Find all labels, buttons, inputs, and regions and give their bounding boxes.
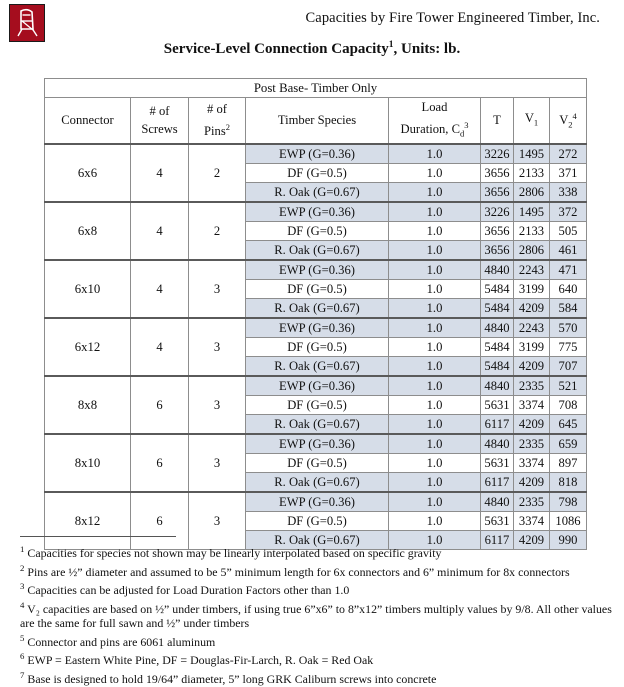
- table-row: [45, 202, 587, 222]
- cell-connector: 6x12: [45, 318, 131, 376]
- cell-connector: 8x8: [45, 376, 131, 434]
- footnote-item: [20, 598, 612, 631]
- page-title-units: , Units: lb.: [393, 41, 461, 57]
- cell-t-value: 4840: [481, 492, 514, 512]
- cell-timber-species: EWP (G=0.36): [246, 492, 389, 512]
- header-pins-line1: # of: [207, 102, 227, 117]
- footnote-text: Capacities for species not shown may be linearly interpolated based on specific gravity: [27, 545, 442, 560]
- cell-load-duration: 1.0: [389, 298, 481, 318]
- cell-v1-value: 4209: [514, 472, 550, 492]
- cell-v2-value: 584: [550, 298, 587, 318]
- cell-v1-value: 4209: [514, 356, 550, 376]
- cell-t-value: 5631: [481, 453, 514, 472]
- header-pins: [189, 98, 246, 144]
- header-v1-letter: V: [524, 111, 534, 126]
- cell-load-duration: 1.0: [389, 511, 481, 530]
- footnote-text: Capacities can be adjusted for Load Duration Factors other than 1.0: [27, 583, 350, 598]
- cell-load-duration: 1.0: [389, 182, 481, 202]
- cell-timber-species: DF (G=0.5): [246, 453, 389, 472]
- cell-screw-count: 4: [131, 144, 189, 202]
- cell-v1-value: 2806: [514, 240, 550, 260]
- cell-v2-value: 570: [550, 318, 587, 338]
- cell-connector: 6x6: [45, 144, 131, 202]
- cell-v1-value: 2335: [514, 492, 550, 512]
- cell-screw-count: 6: [131, 376, 189, 434]
- cell-t-value: 6117: [481, 530, 514, 549]
- cell-v1-value: 2243: [514, 318, 550, 338]
- cell-screw-count: 4: [131, 318, 189, 376]
- cell-v2-value: 521: [550, 376, 587, 396]
- cell-v1-value: 3374: [514, 453, 550, 472]
- cell-timber-species: DF (G=0.5): [246, 511, 389, 530]
- cell-load-duration: 1.0: [389, 240, 481, 260]
- header-load-duration: [389, 98, 481, 144]
- cell-timber-species: DF (G=0.5): [246, 163, 389, 182]
- cell-screw-count: 6: [131, 492, 189, 550]
- header-t: T: [481, 98, 514, 144]
- cell-t-value: 5631: [481, 395, 514, 414]
- footnote-item: [20, 668, 612, 687]
- cell-load-duration: 1.0: [389, 221, 481, 240]
- cell-t-value: 5484: [481, 298, 514, 318]
- cell-load-duration: 1.0: [389, 530, 481, 549]
- cell-t-value: 5484: [481, 279, 514, 298]
- footnote-list: [20, 542, 612, 687]
- cell-pin-count: 3: [189, 318, 246, 376]
- footnote-text: Connector and pins are 6061 aluminum: [27, 634, 216, 649]
- cell-v1-value: 1495: [514, 202, 550, 222]
- cell-v2-value: 461: [550, 240, 587, 260]
- table-band-title-row: [45, 79, 587, 98]
- footnote-text: EWP = Eastern White Pine, DF = Douglas-Fir-Larch, R. Oak = Red Oak: [27, 653, 374, 668]
- header-pins-word: Pins: [204, 124, 226, 139]
- footnote-marker: 7: [20, 669, 25, 680]
- footnote-item: [20, 631, 612, 650]
- cell-timber-species: DF (G=0.5): [246, 279, 389, 298]
- cell-connector: 8x10: [45, 434, 131, 492]
- header-load-line1: Load: [421, 100, 448, 114]
- table-row: [45, 376, 587, 396]
- page-title: [0, 40, 624, 58]
- footnote-marker: 4: [20, 599, 25, 610]
- cell-screw-count: 4: [131, 260, 189, 318]
- cell-pin-count: 2: [189, 202, 246, 260]
- cell-t-value: 3656: [481, 182, 514, 202]
- cell-v2-value: 371: [550, 163, 587, 182]
- cell-t-value: 4840: [481, 260, 514, 280]
- band-title-cell: Post Base- Timber Only: [45, 79, 587, 98]
- cell-v2-value: 272: [550, 144, 587, 164]
- cell-v2-value: 897: [550, 453, 587, 472]
- cell-load-duration: 1.0: [389, 279, 481, 298]
- cell-v2-value: 707: [550, 356, 587, 376]
- cell-t-value: 6117: [481, 414, 514, 434]
- footnote-marker: 5: [20, 632, 25, 643]
- cell-t-value: 3656: [481, 221, 514, 240]
- cell-v2-value: 645: [550, 414, 587, 434]
- cell-load-duration: 1.0: [389, 395, 481, 414]
- cell-v1-value: 2133: [514, 163, 550, 182]
- header-v2-footnote-marker: 4: [572, 111, 577, 121]
- cell-pin-count: 2: [189, 144, 246, 202]
- footnote-item: [20, 561, 612, 580]
- cell-t-value: 4840: [481, 434, 514, 454]
- page-header: [0, 0, 624, 70]
- cell-t-value: 5484: [481, 337, 514, 356]
- cell-timber-species: R. Oak (G=0.67): [246, 356, 389, 376]
- capacity-table: [44, 78, 587, 550]
- cell-t-value: 4840: [481, 376, 514, 396]
- header-connector: Connector: [45, 98, 131, 144]
- cell-v1-value: 2335: [514, 376, 550, 396]
- cell-load-duration: 1.0: [389, 356, 481, 376]
- cell-load-duration: 1.0: [389, 453, 481, 472]
- table-header-row: [45, 98, 587, 144]
- cell-timber-species: R. Oak (G=0.67): [246, 182, 389, 202]
- company-attribution: Capacities by Fire Tower Engineered Timber, Inc.: [305, 10, 600, 26]
- footnote-marker: 3: [20, 581, 25, 592]
- footnote-text: Pins are ½” diameter and assumed to be 5” minimum length for 6x connectors and 6” minimum for 8x connectors: [27, 564, 570, 579]
- cell-v2-value: 338: [550, 182, 587, 202]
- header-pins-footnote-marker: 2: [225, 122, 230, 133]
- cell-load-duration: 1.0: [389, 163, 481, 182]
- header-load-line2: [389, 116, 480, 143]
- cell-load-duration: 1.0: [389, 202, 481, 222]
- cell-v2-value: 708: [550, 395, 587, 414]
- cell-v2-value: 818: [550, 472, 587, 492]
- cell-t-value: 3656: [481, 240, 514, 260]
- table-row: [45, 434, 587, 454]
- header-v2-sub: 2: [568, 119, 573, 130]
- footnote-marker: 1: [20, 544, 25, 554]
- page-title-footnote-marker: 1: [388, 40, 394, 50]
- header-screws-line1: # of: [149, 104, 170, 119]
- cell-v2-value: 640: [550, 279, 587, 298]
- cell-timber-species: EWP (G=0.36): [246, 376, 389, 396]
- cell-timber-species: R. Oak (G=0.67): [246, 530, 389, 549]
- cell-load-duration: 1.0: [389, 337, 481, 356]
- capacity-table-body: [45, 79, 587, 550]
- cell-v2-value: 798: [550, 492, 587, 512]
- table-row: [45, 144, 587, 164]
- footnote-item: [20, 579, 612, 598]
- cell-load-duration: 1.0: [389, 414, 481, 434]
- cell-v1-value: 4209: [514, 414, 550, 434]
- cell-load-duration: 1.0: [389, 260, 481, 280]
- cell-v1-value: 4209: [514, 530, 550, 549]
- cell-v1-value: 2335: [514, 434, 550, 454]
- table-row: [45, 318, 587, 338]
- cell-timber-species: R. Oak (G=0.67): [246, 414, 389, 434]
- cell-timber-species: EWP (G=0.36): [246, 318, 389, 338]
- table-row: [45, 492, 587, 512]
- footnote-item: [20, 542, 612, 561]
- header-load-word: Duration, C: [400, 122, 460, 137]
- cell-v2-value: 1086: [550, 511, 587, 530]
- cell-v1-value: 3374: [514, 511, 550, 530]
- cell-load-duration: 1.0: [389, 472, 481, 492]
- cell-t-value: 3226: [481, 202, 514, 222]
- cell-load-duration: 1.0: [389, 376, 481, 396]
- cell-screw-count: 4: [131, 202, 189, 260]
- cell-pin-count: 3: [189, 434, 246, 492]
- header-pins-line2: [189, 118, 245, 140]
- footnote-text: V₂ capacities are based on ½” under timbers, if using true 6”x6” to 8”x12” timbers multiply values by 9/8. All other values are the same for full sawn and ½” under timbers: [20, 601, 612, 631]
- cell-v2-value: 372: [550, 202, 587, 222]
- cell-load-duration: 1.0: [389, 144, 481, 164]
- cell-t-value: 5631: [481, 511, 514, 530]
- cell-v2-value: 505: [550, 221, 587, 240]
- cell-t-value: 5484: [481, 356, 514, 376]
- cell-v2-value: 990: [550, 530, 587, 549]
- header-v1-sub: 1: [533, 117, 539, 128]
- cell-load-duration: 1.0: [389, 492, 481, 512]
- header-v2: [550, 98, 587, 144]
- cell-v2-value: 775: [550, 337, 587, 356]
- cell-timber-species: R. Oak (G=0.67): [246, 472, 389, 492]
- cell-connector: 6x10: [45, 260, 131, 318]
- footnotes-section: [20, 536, 612, 687]
- cell-pin-count: 3: [189, 376, 246, 434]
- cell-timber-species: EWP (G=0.36): [246, 144, 389, 164]
- cell-screw-count: 6: [131, 434, 189, 492]
- cell-timber-species: R. Oak (G=0.67): [246, 298, 389, 318]
- cell-v2-value: 659: [550, 434, 587, 454]
- cell-timber-species: R. Oak (G=0.67): [246, 240, 389, 260]
- cell-v2-value: 471: [550, 260, 587, 280]
- header-v2-letter: V: [559, 113, 569, 128]
- header-screws: [131, 98, 189, 144]
- cell-timber-species: DF (G=0.5): [246, 221, 389, 240]
- cell-timber-species: EWP (G=0.36): [246, 202, 389, 222]
- footnote-text: Base is designed to hold 19/64” diameter, 5” long GRK Caliburn screws into concrete: [27, 671, 437, 686]
- cell-timber-species: DF (G=0.5): [246, 395, 389, 414]
- capacity-table-container: [44, 78, 581, 550]
- cell-t-value: 3226: [481, 144, 514, 164]
- table-row: [45, 260, 587, 280]
- cell-timber-species: EWP (G=0.36): [246, 260, 389, 280]
- cell-pin-count: 3: [189, 492, 246, 550]
- cell-t-value: 6117: [481, 472, 514, 492]
- footnote-item: [20, 649, 612, 668]
- cell-load-duration: 1.0: [389, 434, 481, 454]
- cell-connector: 8x12: [45, 492, 131, 550]
- page-title-main: Service-Level Connection Capacity: [163, 41, 389, 57]
- cell-v1-value: 4209: [514, 298, 550, 318]
- cell-timber-species: EWP (G=0.36): [246, 434, 389, 454]
- footnote-separator-rule: [20, 536, 176, 537]
- cell-v1-value: 3374: [514, 395, 550, 414]
- cell-v1-value: 3199: [514, 279, 550, 298]
- header-load-footnote-marker: 3: [464, 120, 469, 130]
- cell-v1-value: 1495: [514, 144, 550, 164]
- cell-t-value: 4840: [481, 318, 514, 338]
- cell-timber-species: DF (G=0.5): [246, 337, 389, 356]
- header-v1: [514, 98, 550, 144]
- footnote-marker: 6: [20, 651, 25, 662]
- cell-t-value: 3656: [481, 163, 514, 182]
- cell-pin-count: 3: [189, 260, 246, 318]
- cell-connector: 6x8: [45, 202, 131, 260]
- header-load-sub: d: [459, 128, 465, 139]
- cell-v1-value: 3199: [514, 337, 550, 356]
- header-screws-line2: Screws: [141, 122, 178, 137]
- footnote-marker: 2: [20, 562, 25, 573]
- cell-v1-value: 2133: [514, 221, 550, 240]
- cell-load-duration: 1.0: [389, 318, 481, 338]
- header-timber-species: Timber Species: [246, 98, 389, 144]
- cell-v1-value: 2243: [514, 260, 550, 280]
- cell-v1-value: 2806: [514, 182, 550, 202]
